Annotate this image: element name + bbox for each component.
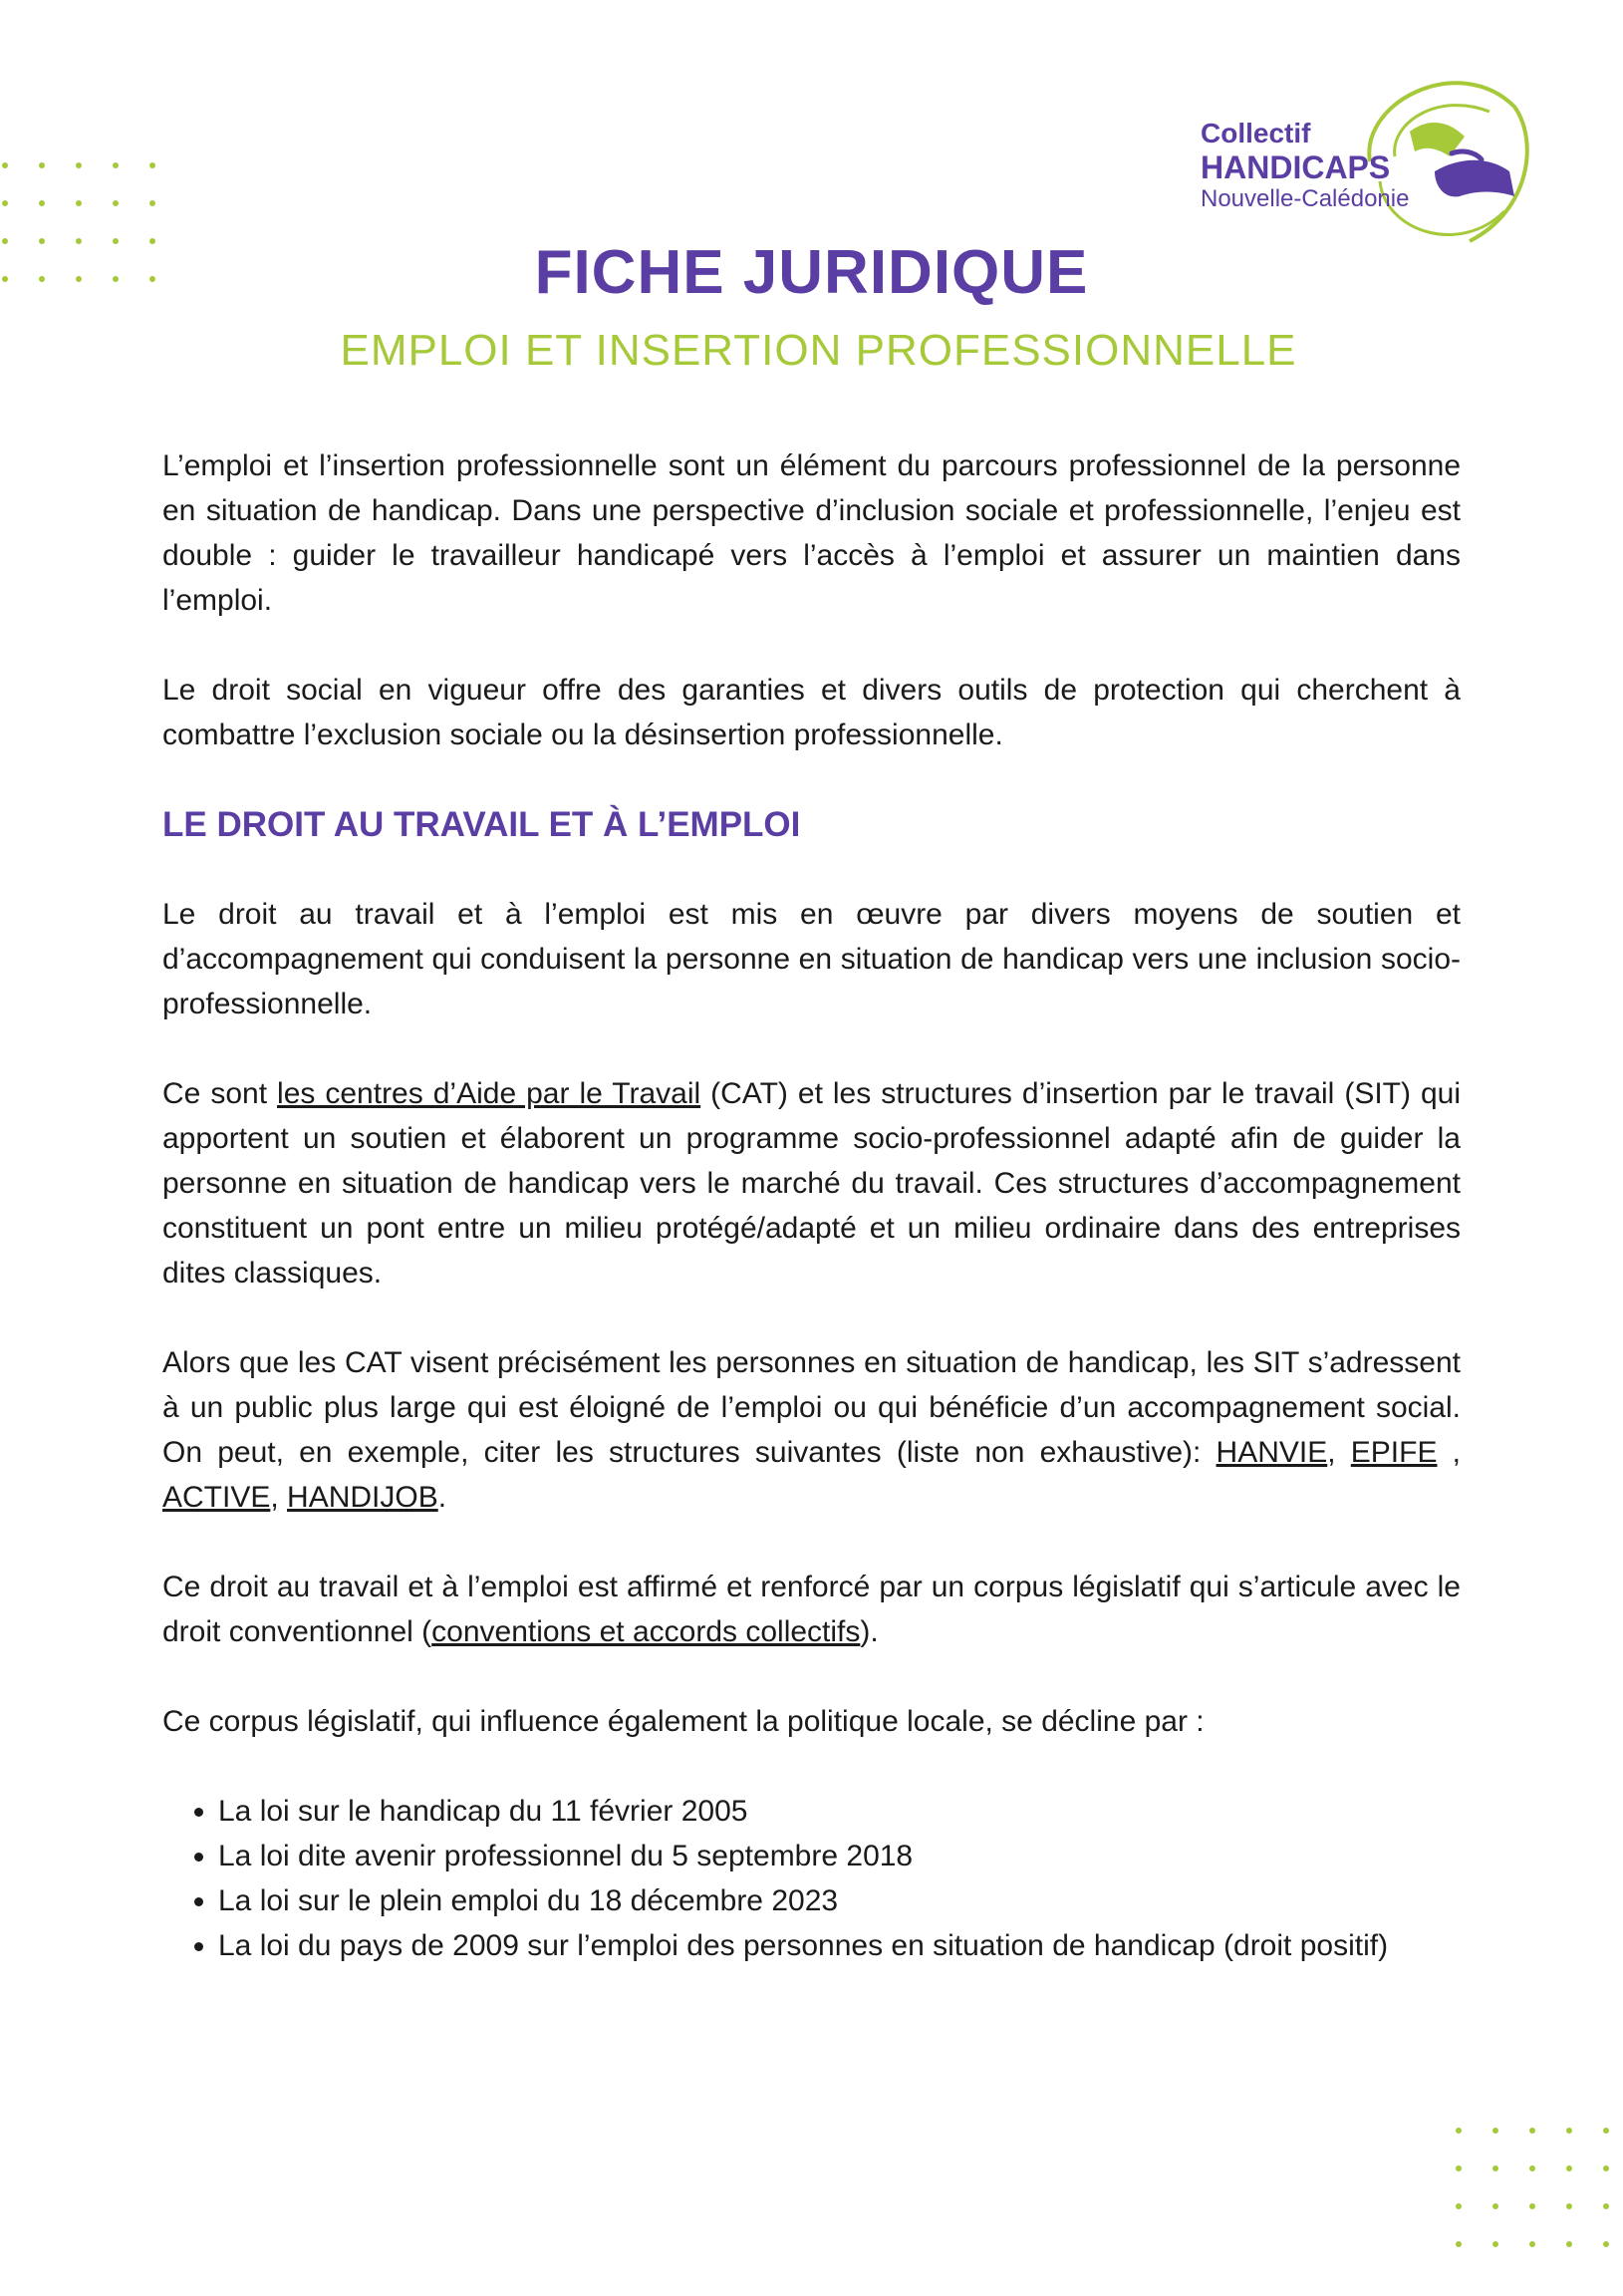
separator-text: , [270,1481,288,1514]
document-body [162,443,1461,1968]
list-item: • La loi dite avenir professionnel du 5 septembre 2018 [218,1834,1461,1878]
document-title: FICHE JURIDIQUE [534,238,1089,307]
section-paragraph-2 [162,1071,1461,1295]
document-subtitle: EMPLOI ET INSERTION PROFESSIONNELLE [340,326,1297,375]
section-paragraph-4 [162,1565,1461,1654]
separator-text: , [1437,1436,1462,1469]
link-handijob[interactable]: HANDIJOB [287,1481,438,1514]
paragraph-text: Ce droit au travail et à l’emploi est affirmé et renforcé par un corpus législatif qui s’articule avec le droit conventionnel ( [162,1571,1461,1648]
logo-text-collectif: Collectif [1201,118,1311,148]
logo-text-handicaps: HANDICAPS [1201,149,1391,185]
logo-text-region: Nouvelle-Calédonie [1201,185,1410,212]
intro-paragraph-1: L’emploi et l’insertion professionnelle sont un élément du parcours professionnel de la personne en situation de handicap. Dans une perspective d’inclusion sociale et professionnelle, l’enjeu est double : guider le travailleur handicapé vers l’accès à l’emploi et assurer un maintien dans l’emploi. [162,449,1461,617]
paragraph-text: Ce sont [162,1077,278,1110]
section-paragraph-5: Ce corpus législatif, qui influence également la politique locale, se décline par : [162,1705,1205,1738]
link-active[interactable]: ACTIVE [162,1481,271,1514]
link-centres-aide-travail[interactable]: les centres d’Aide par le Travail [277,1077,701,1110]
decorative-dots-bottom-right [1456,2128,1623,2279]
list-item: • La loi sur le plein emploi du 18 décembre 2023 [218,1878,1461,1923]
section-heading-droit-travail: LE DROIT AU TRAVAIL ET À L’EMPLOI [162,805,801,844]
paragraph-text: Alors que les CAT visent précisément les personnes en situation de handicap, les SIT s’adressent à un public plus large qui est éloigné de l’emploi ou qui bénéficie d’un accompagnement social. On peut, en exemple, citer les structures suivantes (liste non exhaustive): [162,1346,1461,1469]
collectif-handicaps-logo [1201,62,1539,261]
paragraph-text: ). [860,1615,879,1648]
list-item: • La loi du pays de 2009 sur l’emploi des personnes en situation de handicap (droit positif) [218,1923,1461,1968]
paragraph-text: (CAT) et les structures d’insertion par le travail (SIT) qui apportent un soutien et élaborent un programme socio-professionnel adapté afin de guider la personne en situation de handicap vers le marché du travail. Ces structures d’accompagnement constituent un pont entre un milieu protégé/adapté et un milieu ordinaire dans des entreprises dites classiques. [162,1077,1461,1290]
link-conventions-accords[interactable]: conventions et accords collectifs [431,1615,861,1648]
laws-list [162,1789,1461,1968]
intro-paragraph-2: Le droit social en vigueur offre des garanties et divers outils de protection qui cherchent à combattre l’exclusion sociale ou la désinsertion professionnelle. [162,674,1461,751]
list-item: • La loi sur le handicap du 11 février 2005 [218,1789,1461,1834]
link-epife[interactable]: EPIFE [1350,1436,1438,1469]
link-hanvie[interactable]: HANVIE [1216,1436,1328,1469]
separator-text: . [437,1481,447,1514]
section-paragraph-3 [162,1340,1461,1520]
section-paragraph-1: Le droit au travail et à l’emploi est mis en œuvre par divers moyens de soutien et d’accompagnement qui conduisent la personne en situation de handicap vers une inclusion socio-professionnelle. [162,898,1461,1020]
separator-text: , [1327,1436,1351,1469]
